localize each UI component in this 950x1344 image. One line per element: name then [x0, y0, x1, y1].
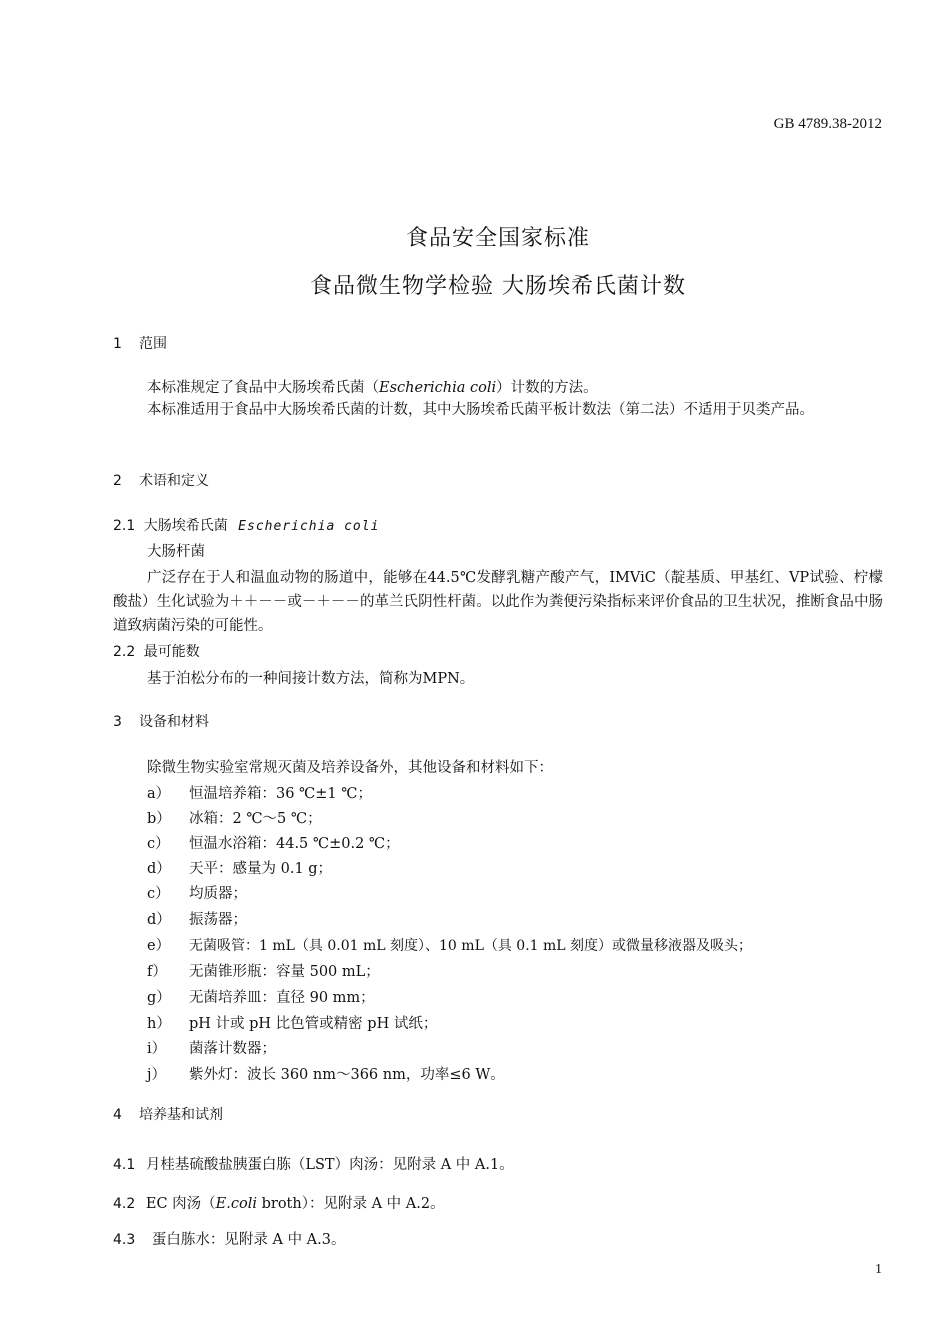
list-label: g） — [147, 990, 171, 1006]
latin-name: Escherichia coli — [379, 380, 497, 396]
section-1-heading — [113, 333, 167, 353]
subsection-2-2-heading — [113, 641, 200, 661]
list-item — [147, 1012, 437, 1033]
latin-name: Escherichia coli — [238, 519, 380, 534]
list-label: a） — [147, 786, 171, 802]
subsection-number: 4.1 — [113, 1157, 136, 1173]
term-alias: 大肠杆菌 — [147, 544, 205, 560]
list-label: c） — [147, 886, 170, 902]
section-title: 培养基和试剂 — [139, 1107, 223, 1123]
list-text: 无菌锥形瓶：容量 500 mL； — [189, 964, 380, 980]
list-text: 恒温水浴箱：44.5 ℃±0.2 ℃； — [189, 836, 400, 852]
list-label: c） — [147, 836, 170, 852]
subsection-number: 2.2 — [113, 644, 136, 660]
subsection-number: 4.2 — [113, 1196, 136, 1212]
subsection-text: 月桂基硫酸盐胰蛋白胨（LST）肉汤：见附录 A 中 A.1。 — [145, 1157, 514, 1173]
list-item — [147, 832, 400, 853]
list-item — [147, 782, 372, 803]
list-label: h） — [147, 1016, 171, 1032]
list-item — [147, 960, 380, 981]
section-3-heading — [113, 711, 209, 731]
section-number: 1 — [113, 336, 122, 352]
subsection-number: 2.1 — [113, 518, 136, 534]
text-span: EC 肉汤（ — [145, 1196, 216, 1212]
list-text: 菌落计数器； — [189, 1041, 276, 1057]
list-label: b） — [147, 811, 171, 827]
subsection-2-1-heading — [113, 515, 379, 535]
list-item — [147, 934, 752, 955]
list-label: e） — [147, 938, 171, 954]
list-text: 无菌吸管：1 mL（具 0.01 mL 刻度）、10 mL（具 0.1 mL 刻度）或微量移液器及吸头； — [189, 938, 753, 954]
list-text: 无菌培养皿：直径 90 mm； — [189, 990, 375, 1006]
section-3-intro: 除微生物实验室常规灭菌及培养设备外，其他设备和材料如下： — [147, 760, 553, 776]
subsection-title: 大肠埃希氏菌 — [143, 518, 228, 534]
latin-name: E.coli — [215, 1196, 257, 1212]
list-label: f） — [147, 964, 167, 980]
section-2-heading — [113, 470, 209, 490]
list-item — [147, 1063, 505, 1084]
section-title: 范围 — [139, 336, 167, 352]
subsection-text: 蛋白胨水：见附录 A 中 A.3。 — [151, 1232, 346, 1248]
list-item — [147, 1037, 276, 1058]
standard-number: GB 4789.38-2012 — [773, 116, 882, 132]
section-number: 2 — [113, 473, 122, 489]
list-text: 冰箱：2 ℃～5 ℃； — [189, 811, 322, 827]
section-4-heading — [113, 1104, 223, 1124]
subsection-4-1 — [113, 1153, 514, 1174]
list-item — [147, 908, 247, 929]
list-item — [147, 857, 332, 878]
list-label: i） — [147, 1041, 167, 1057]
list-label: d） — [147, 912, 171, 928]
section-number: 4 — [113, 1107, 122, 1123]
list-item — [147, 882, 247, 903]
title-line-2: 食品微生物学检验 大肠埃希氏菌计数 — [310, 274, 686, 299]
list-item — [147, 986, 375, 1007]
term-definition-mpn: 基于泊松分布的一种间接计数方法，简称为MPN。 — [147, 671, 475, 687]
list-text: pH 计或 pH 比色管或精密 pH 试纸； — [189, 1016, 438, 1032]
section-1-paragraph-2: 本标准适用于食品中大肠埃希氏菌的计数，其中大肠埃希氏菌平板计数法（第二法）不适用于贝类产品。 — [147, 402, 814, 418]
list-text: 紫外灯：波长 360 nm～366 nm，功率≤6 W。 — [189, 1067, 505, 1083]
section-number: 3 — [113, 714, 122, 730]
page-number: 1 — [875, 1262, 882, 1277]
list-text: 天平：感量为 0.1 g； — [189, 861, 333, 877]
section-title: 设备和材料 — [139, 714, 209, 730]
subsection-title: 最可能数 — [143, 644, 200, 660]
text-span: ）计数的方法。 — [496, 380, 598, 396]
subsection-4-3 — [113, 1228, 345, 1249]
section-1-paragraph-1 — [147, 376, 598, 397]
list-text: 恒温培养箱：36 ℃±1 ℃； — [189, 786, 372, 802]
term-definition: 广泛存在于人和温血动物的肠道中，能够在44.5℃发酵乳糖产酸产气，IMViC（靛基质、甲基红、VP试验、柠檬酸盐）生化试验为＋＋－－或－＋－－的革兰氏阴性杆菌。以此作为粪便污染指标来评价食品的卫生状况，推断食品中肠道致病菌污染的可能性。 — [113, 570, 883, 634]
title-line-1: 食品安全国家标准 — [405, 226, 590, 251]
list-text: 均质器； — [189, 886, 247, 902]
list-text: 振荡器； — [189, 912, 247, 928]
section-title: 术语和定义 — [139, 473, 209, 489]
subsection-4-2 — [113, 1192, 445, 1213]
text-span: 本标准规定了食品中大肠埃希氏菌（ — [147, 380, 379, 396]
list-label: j） — [147, 1067, 166, 1083]
list-item — [147, 807, 322, 828]
subsection-number: 4.3 — [113, 1232, 136, 1248]
list-label: d） — [147, 861, 171, 877]
text-span: broth）：见附录 A 中 A.2。 — [257, 1196, 445, 1212]
